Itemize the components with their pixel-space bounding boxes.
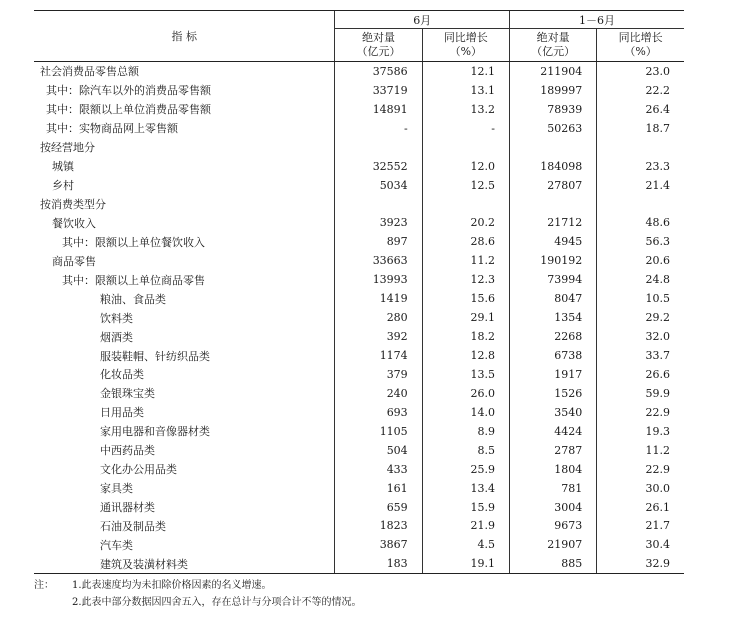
row-label: 家具类 [100, 482, 133, 496]
june-growth-cell: 13.4 [422, 479, 509, 498]
june-growth-cell: 14.0 [422, 403, 509, 422]
june-absolute-cell: 37586 [335, 62, 422, 81]
table-row [34, 176, 684, 195]
june-growth-cell: 13.1 [422, 81, 509, 100]
ytd-absolute-cell [509, 138, 596, 157]
ytd-growth-cell: 32.9 [597, 554, 684, 573]
notes-tag: 注： [34, 580, 54, 591]
table-row [34, 119, 684, 138]
ytd-absolute-cell: 3004 [509, 498, 596, 517]
ytd-absolute-cell: 184098 [509, 157, 596, 176]
ytd-absolute-cell: 4424 [509, 422, 596, 441]
ytd-growth-cell: 21.4 [597, 176, 684, 195]
ytd-growth-cell: 22.9 [597, 460, 684, 479]
june-absolute-cell [335, 138, 422, 157]
row-label: 其中：除汽车以外的消费品零售额 [46, 84, 211, 98]
june-absolute-cell: 33719 [335, 81, 422, 100]
ytd-growth-cell: 18.7 [597, 119, 684, 138]
note-text-1: 1.此表速度均为未扣除价格因素的名义增速。 [72, 580, 272, 591]
row-label: 汽车类 [100, 538, 133, 552]
note-line-2 [34, 594, 694, 611]
june-absolute-cell: 693 [335, 403, 422, 422]
table-row [34, 289, 684, 308]
ytd-growth-cell: 23.3 [597, 157, 684, 176]
ytd-absolute-cell [509, 195, 596, 214]
june-absolute-cell: 1105 [335, 422, 422, 441]
row-label: 建筑及装潢材料类 [34, 554, 335, 573]
june-growth-cell: 20.2 [422, 214, 509, 233]
june-growth-header-text: 同比增长 （%） [443, 31, 488, 58]
header-row-groups [34, 11, 684, 29]
table-row [34, 441, 684, 460]
june-growth-cell: 8.9 [422, 422, 509, 441]
row-label: 文化办公用品类 [100, 463, 177, 477]
retail-sales-table [34, 10, 684, 574]
june-growth-cell: 8.5 [422, 441, 509, 460]
table-row [34, 403, 684, 422]
june-growth-cell: 26.0 [422, 384, 509, 403]
june-growth-cell: - [422, 119, 509, 138]
table-row [34, 460, 684, 479]
ytd-growth-cell [597, 195, 684, 214]
table-row [34, 554, 684, 573]
ytd-growth-cell: 30.0 [597, 479, 684, 498]
june-absolute-cell: 3867 [335, 535, 422, 554]
ytd-absolute-cell: 885 [509, 554, 596, 573]
row-label: 乡村 [52, 179, 74, 193]
june-absolute-cell: 14891 [335, 100, 422, 119]
ytd-absolute-cell: 1354 [509, 308, 596, 327]
ytd-growth-cell: 29.2 [597, 308, 684, 327]
table-row [34, 422, 684, 441]
row-label: 通讯器材类 [100, 501, 155, 515]
june-absolute-cell: 32552 [335, 157, 422, 176]
row-label: 社会消费品零售总额 [40, 65, 139, 79]
june-absolute-cell: 240 [335, 384, 422, 403]
june-growth-cell: 21.9 [422, 517, 509, 536]
table-row [34, 270, 684, 289]
table-row [34, 384, 684, 403]
june-absolute-cell: 504 [335, 441, 422, 460]
june-absolute-cell: 392 [335, 327, 422, 346]
ytd-growth-cell: 26.4 [597, 100, 684, 119]
row-label: 其中：限额以上单位商品零售 [62, 273, 205, 287]
june-absolute-cell: 897 [335, 232, 422, 251]
june-growth-cell: 12.3 [422, 270, 509, 289]
ytd-absolute-cell: 2268 [509, 327, 596, 346]
ytd-absolute-cell: 4945 [509, 232, 596, 251]
june-growth-cell: 11.2 [422, 251, 509, 270]
ytd-growth-cell: 22.2 [597, 81, 684, 100]
table-row [34, 62, 684, 81]
ytd-absolute-header [509, 29, 596, 62]
june-absolute-cell: 1174 [335, 346, 422, 365]
ytd-growth-cell: 26.6 [597, 365, 684, 384]
june-absolute-header-text: 绝对量 （亿元） [356, 31, 401, 58]
ytd-absolute-cell: 6738 [509, 346, 596, 365]
retail-sales-table-container [34, 10, 684, 574]
june-growth-cell: 12.0 [422, 157, 509, 176]
ytd-absolute-cell: 781 [509, 479, 596, 498]
row-label: 金银珠宝类 [100, 387, 155, 401]
june-growth-header [422, 29, 509, 62]
ytd-absolute-cell: 1804 [509, 460, 596, 479]
june-absolute-cell: 13993 [335, 270, 422, 289]
table-row [34, 308, 684, 327]
table-notes [34, 577, 694, 611]
ytd-absolute-cell: 73994 [509, 270, 596, 289]
june-growth-cell: 13.2 [422, 100, 509, 119]
ytd-growth-cell: 10.5 [597, 289, 684, 308]
row-label: 其中：限额以上单位餐饮收入 [62, 235, 205, 249]
table-row [34, 365, 684, 384]
table-row [34, 214, 684, 233]
ytd-absolute-cell: 50263 [509, 119, 596, 138]
june-absolute-cell: 3923 [335, 214, 422, 233]
table-row [34, 195, 684, 214]
ytd-growth-cell: 19.3 [597, 422, 684, 441]
table-row [34, 100, 684, 119]
row-label: 餐饮收入 [52, 216, 96, 230]
table-row [34, 327, 684, 346]
table-row [34, 517, 684, 536]
june-growth-cell: 15.6 [422, 289, 509, 308]
row-label: 日用品类 [100, 406, 144, 420]
row-label: 饮料类 [100, 311, 133, 325]
june-growth-cell: 29.1 [422, 308, 509, 327]
june-absolute-cell: 161 [335, 479, 422, 498]
ytd-growth-cell: 26.1 [597, 498, 684, 517]
ytd-growth-header-text: 同比增长 （%） [618, 31, 663, 58]
ytd-growth-header [597, 29, 684, 62]
june-growth-cell: 28.6 [422, 232, 509, 251]
row-label: 烟酒类 [100, 330, 133, 344]
row-label: 石油及制品类 [100, 519, 166, 533]
ytd-growth-cell: 30.4 [597, 535, 684, 554]
ytd-growth-cell [597, 138, 684, 157]
ytd-absolute-cell: 8047 [509, 289, 596, 308]
june-growth-cell: 19.1 [422, 554, 509, 573]
table-row [34, 157, 684, 176]
ytd-growth-cell: 59.9 [597, 384, 684, 403]
table-row [34, 498, 684, 517]
row-label: 服装鞋帽、针纺织品类 [100, 349, 210, 363]
june-absolute-cell: 1823 [335, 517, 422, 536]
june-growth-cell [422, 138, 509, 157]
june-growth-cell: 12.1 [422, 62, 509, 81]
ytd-absolute-cell: 78939 [509, 100, 596, 119]
ytd-absolute-cell: 189997 [509, 81, 596, 100]
june-growth-cell: 4.5 [422, 535, 509, 554]
june-absolute-cell [335, 195, 422, 214]
ytd-growth-cell: 11.2 [597, 441, 684, 460]
table-row [34, 81, 684, 100]
ytd-absolute-cell: 211904 [509, 62, 596, 81]
ytd-absolute-cell: 27807 [509, 176, 596, 195]
ytd-growth-cell: 22.9 [597, 403, 684, 422]
ytd-absolute-cell: 21907 [509, 535, 596, 554]
indicator-header: 指 标 [34, 11, 335, 62]
ytd-absolute-cell: 21712 [509, 214, 596, 233]
row-label: 城镇 [52, 160, 74, 174]
row-label: 按消费类型分 [40, 198, 106, 212]
june-absolute-cell: 659 [335, 498, 422, 517]
row-label: 中西药品类 [100, 444, 155, 458]
june-absolute-cell: 280 [335, 308, 422, 327]
table-row [34, 479, 684, 498]
ytd-growth-cell: 23.0 [597, 62, 684, 81]
note-line-1 [34, 577, 694, 594]
table-body [34, 62, 684, 574]
group-header-june: 6月 [335, 11, 510, 29]
ytd-growth-cell: 33.7 [597, 346, 684, 365]
june-growth-cell [422, 195, 509, 214]
june-absolute-cell: 1419 [335, 289, 422, 308]
june-growth-cell: 25.9 [422, 460, 509, 479]
row-label: 化妆品类 [100, 368, 144, 382]
row-label: 其中：限额以上单位消费品零售额 [46, 103, 211, 117]
table-row [34, 232, 684, 251]
june-growth-cell: 12.8 [422, 346, 509, 365]
june-absolute-cell: - [335, 119, 422, 138]
june-absolute-cell: 33663 [335, 251, 422, 270]
row-label: 粮油、食品类 [100, 292, 166, 306]
ytd-absolute-cell: 1526 [509, 384, 596, 403]
row-label: 商品零售 [52, 254, 96, 268]
ytd-growth-cell: 21.7 [597, 517, 684, 536]
ytd-absolute-cell: 3540 [509, 403, 596, 422]
table-row [34, 535, 684, 554]
june-absolute-cell: 379 [335, 365, 422, 384]
june-growth-cell: 18.2 [422, 327, 509, 346]
june-growth-cell: 12.5 [422, 176, 509, 195]
ytd-absolute-header-text: 绝对量 （亿元） [531, 31, 576, 58]
june-growth-cell: 13.5 [422, 365, 509, 384]
june-absolute-cell: 5034 [335, 176, 422, 195]
table-row [34, 251, 684, 270]
table-row [34, 346, 684, 365]
row-label: 其中：实物商品网上零售额 [46, 122, 178, 136]
june-absolute-cell: 183 [335, 554, 422, 573]
ytd-growth-cell: 48.6 [597, 214, 684, 233]
note-text-2: 2.此表中部分数据因四舍五入，存在总计与分项合计不等的情况。 [72, 597, 362, 608]
group-header-jan-jun: 1－6月 [509, 11, 684, 29]
ytd-absolute-cell: 9673 [509, 517, 596, 536]
ytd-absolute-cell: 190192 [509, 251, 596, 270]
row-label: 按经营地分 [40, 141, 95, 155]
row-label: 家用电器和音像器材类 [100, 425, 210, 439]
ytd-growth-cell: 20.6 [597, 251, 684, 270]
ytd-growth-cell: 32.0 [597, 327, 684, 346]
ytd-absolute-cell: 2787 [509, 441, 596, 460]
june-absolute-cell: 433 [335, 460, 422, 479]
ytd-absolute-cell: 1917 [509, 365, 596, 384]
june-growth-cell: 15.9 [422, 498, 509, 517]
ytd-growth-cell: 56.3 [597, 232, 684, 251]
table-row [34, 138, 684, 157]
ytd-growth-cell: 24.8 [597, 270, 684, 289]
june-absolute-header [335, 29, 422, 62]
